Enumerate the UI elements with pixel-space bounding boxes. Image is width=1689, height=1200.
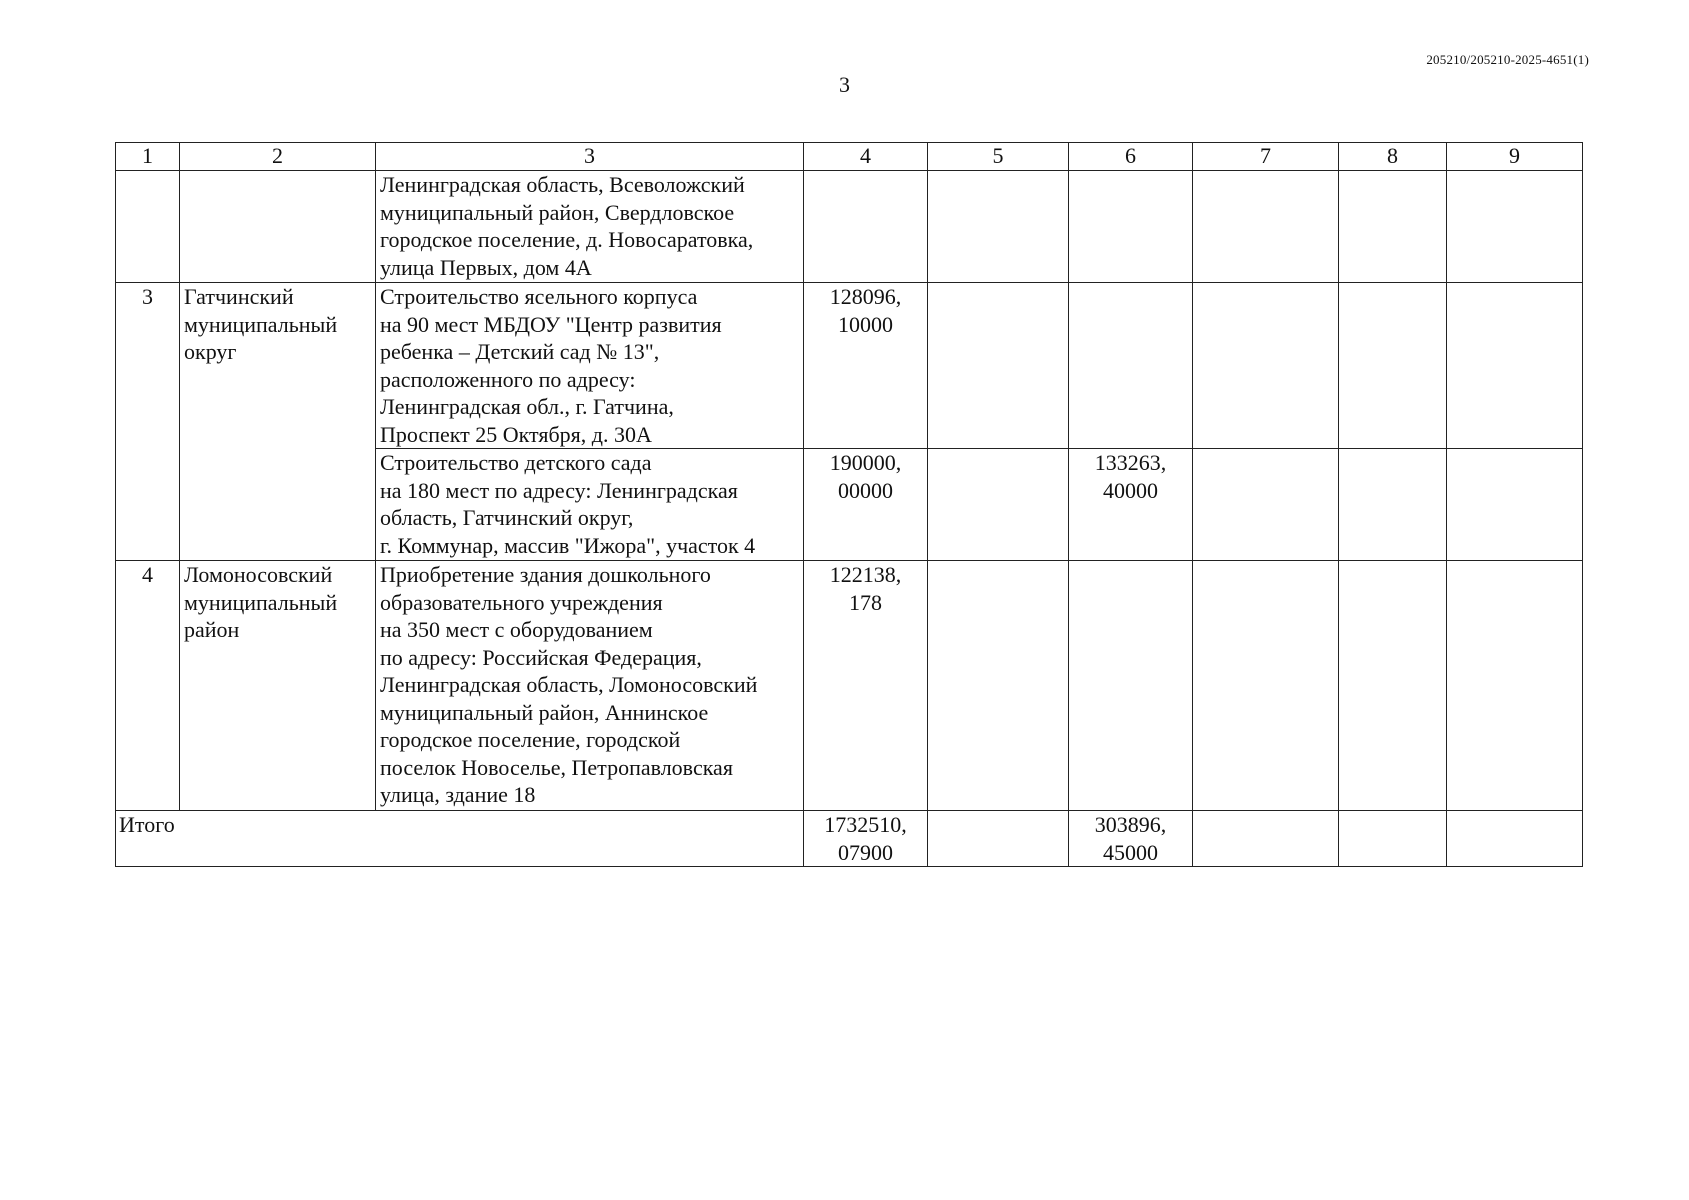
district-line: Гатчинский [184,284,294,309]
object-line: на 90 мест МБДОУ "Центр развития [380,311,722,337]
value-cell-col5 [928,449,1069,561]
column-header: 4 [804,143,928,171]
district-line: Ломоносовский [184,562,333,587]
object-line: на 180 мест по адресу: Ленинградская [380,477,738,503]
district-cell [180,283,376,561]
value-cell-col7 [1193,561,1339,811]
object-cell [376,171,804,283]
district-line: округ [184,339,237,364]
value-line: 00000 [838,477,893,503]
value-line: 178 [849,589,882,615]
value-cell-col8 [1339,171,1447,283]
value-cell-col9 [1447,171,1583,283]
value-cell-col6 [1069,449,1193,561]
column-header: 9 [1447,143,1583,171]
value-line: 128096, [829,284,902,309]
object-line: Строительство детского сада [380,450,652,475]
value-cell-col9 [1447,449,1583,561]
district-cell [180,171,376,283]
total-col5 [928,811,1069,867]
object-line: Приобретение здания дошкольного [380,562,711,587]
value-cell-col6 [1069,171,1193,283]
value-line: 303896, [1094,812,1167,837]
value-cell-col7 [1193,171,1339,283]
total-col4 [804,811,928,867]
value-cell-col5 [928,171,1069,283]
column-header: 2 [180,143,376,171]
value-cell-col6 [1069,561,1193,811]
value-cell-col8 [1339,561,1447,811]
object-line: улица Первых, дом 4А [380,254,592,280]
total-col7 [1193,811,1339,867]
column-header: 3 [376,143,804,171]
row-number-cell: 4 [116,561,180,811]
object-line: по адресу: Российская Федерация, [380,644,702,670]
value-cell-col5 [928,283,1069,449]
table-row [116,171,1583,283]
total-col8 [1339,811,1447,867]
column-header: 5 [928,143,1069,171]
total-col6 [1069,811,1193,867]
object-line: Ленинградская область, Ломоносовский [380,672,758,697]
value-cell-col8 [1339,449,1447,561]
object-line: расположенного по адресу: [380,366,636,392]
column-header: 8 [1339,143,1447,171]
column-header: 1 [116,143,180,171]
value-cell-col6 [1069,283,1193,449]
object-line: г. Коммунар, массив "Ижора", участок 4 [380,532,756,558]
object-cell [376,449,804,561]
value-line: 45000 [1103,839,1158,865]
column-header: 6 [1069,143,1193,171]
value-cell-col7 [1193,449,1339,561]
object-cell [376,283,804,449]
value-cell-col4 [804,171,928,283]
value-cell-col7 [1193,283,1339,449]
district-cell [180,561,376,811]
object-line: муниципальный район, Аннинское [380,699,709,725]
column-header: 7 [1193,143,1339,171]
object-line: городское поселение, д. Новосаратовка, [380,227,754,252]
total-label: Итого [119,812,175,837]
table-header-row [116,143,1583,171]
district-line: район [184,617,240,642]
value-cell-col4 [804,283,928,449]
object-cell [376,561,804,811]
object-line: городское поселение, городской [380,727,681,752]
object-line: Проспект 25 Октября, д. 30А [380,421,652,447]
object-line: область, Гатчинский округ, [380,505,634,530]
total-col9 [1447,811,1583,867]
row-number-cell: 3 [116,283,180,561]
value-cell-col9 [1447,561,1583,811]
object-line: муниципальный район, Свердловское [380,199,735,225]
object-line: ребенка – Детский сад № 13", [380,339,660,364]
value-line: 1732510, [824,812,907,837]
value-line: 10000 [838,311,893,337]
page-number: 3 [839,72,850,97]
value-line: 07900 [838,839,893,865]
object-line: улица, здание 18 [380,782,536,807]
value-cell-col4 [804,561,928,811]
object-line: Строительство ясельного корпуса [380,284,698,309]
value-line: 133263, [1094,450,1167,475]
object-line: Ленинградская область, Всеволожский [380,172,745,197]
value-cell-col8 [1339,283,1447,449]
total-label-cell [116,811,804,867]
table-row [116,561,1583,811]
data-table [115,142,1583,867]
value-cell-col5 [928,561,1069,811]
row-number-cell [116,171,180,283]
object-line: поселок Новоселье, Петропавловская [380,754,733,780]
value-cell-col4 [804,449,928,561]
object-line: Ленинградская обл., г. Гатчина, [380,394,674,419]
district-line: муниципальный [184,311,338,337]
total-row [116,811,1583,867]
value-line: 40000 [1103,477,1158,503]
value-line: 122138, [829,562,902,587]
table-row [116,283,1583,449]
document-id: 205210/205210-2025-4651(1) [1426,52,1589,67]
value-line: 190000, [829,450,902,475]
object-line: на 350 мест с оборудованием [380,617,653,642]
district-line: муниципальный [184,589,338,615]
value-cell-col9 [1447,283,1583,449]
object-line: образовательного учреждения [380,589,663,615]
